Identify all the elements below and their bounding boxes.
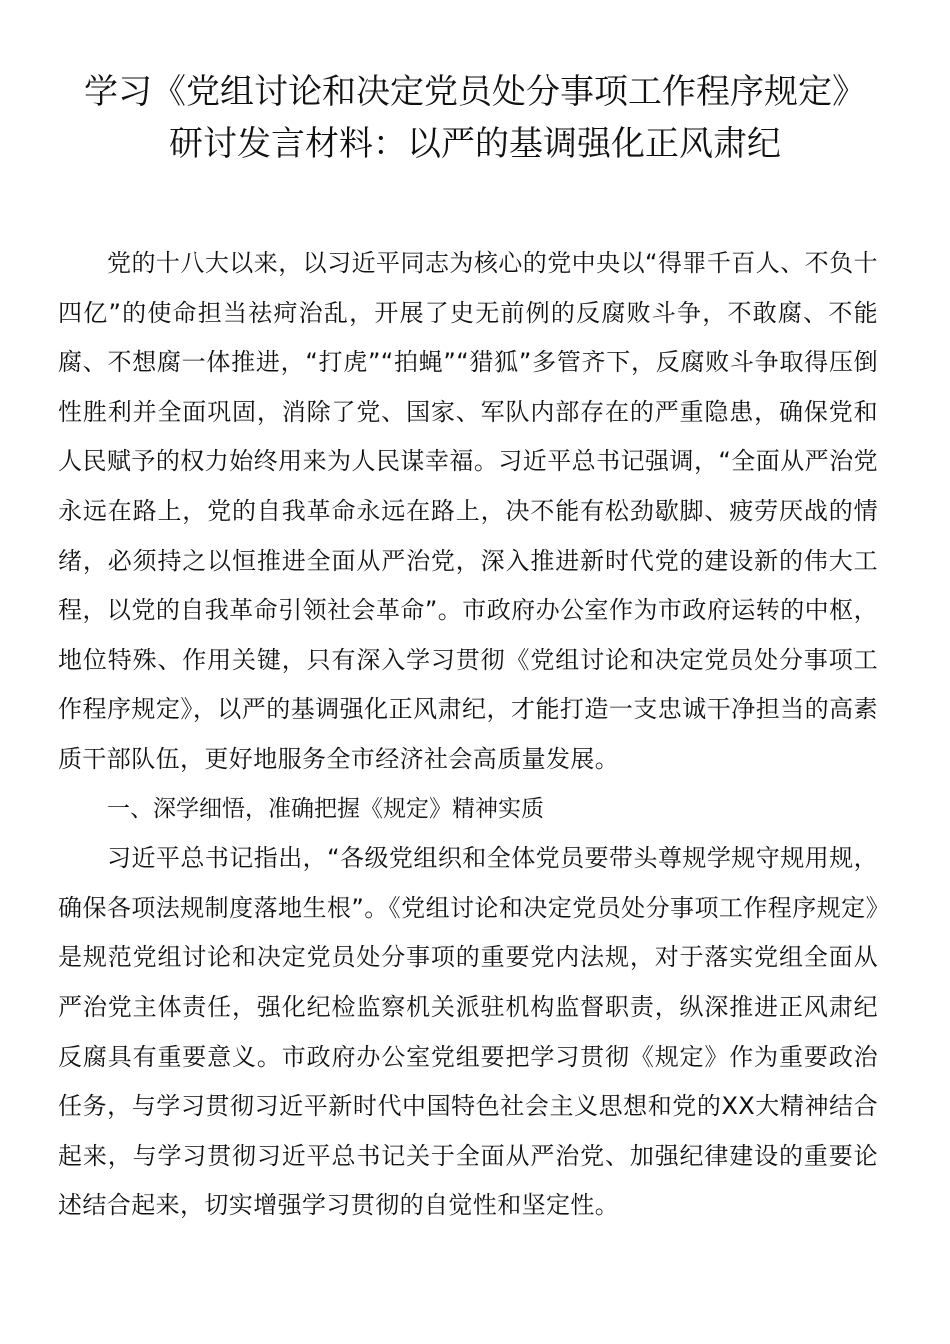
document-title [40,66,910,170]
section-heading-1: 一、深学细悟，准确把握《规定》精神实质 [107,795,544,822]
title-line-2: 研讨发言材料：以严的基调强化正风肃纪 [169,124,781,164]
paragraph-section-1: 习近平总书记指出，“各级党组织和全体党员要带头尊规学规守规用规，确保各项法规制度落地生根”。《党组讨论和决定党员处分事项工作程序规定》是规范党组讨论和决定党员处分事项的重要党内法规，对于落实党组全面从严治党主体责任，强化纪检监察机关派驻机构监督职责，纵深推进正风肃纪反腐具有重要意义。市政府办公室党组要把学习贯彻《规定》作为重要政治任务，与学习贯彻习近平新时代中国特色社会主义思想和党的XX大精神结合起来，与学习贯彻习近平总书记关于全面从严治党、加强纪律建设的重要论述结合起来，切实增强学习贯彻的自觉性和坚定性。 [58,844,878,1220]
paragraph-intro: 党的十八大以来，以习近平同志为核心的党中央以“得罪千百人、不负十四亿”的使命担当祛疴治乱，开展了史无前例的反腐败斗争，不敢腐、不能腐、不想腐一体推进，“打虎”“拍蝇”“猎狐”多管齐下，反腐败斗争取得压倒性胜利并全面巩固，消除了党、国家、军队内部存在的严重隐患，确保党和人民赋予的权力始终用来为人民谋幸福。习近平总书记强调，“全面从严治党永远在路上，党的自我革命永远在路上，决不能有松劲歇脚、疲劳厌战的情绪，必须持之以恒推进全面从严治党，深入推进新时代党的建设新的伟大工程，以党的自我革命引领社会革命”。市政府办公室作为市政府运转的中枢，地位特殊、作用关键，只有深入学习贯彻《党组讨论和决定党员处分事项工作程序规定》，以严的基调强化正风肃纪，才能打造一支忠诚干净担当的高素质干部队伍，更好地服务全市经济社会高质量发展。 [58,249,878,773]
document-body [58,239,878,1231]
title-line-1: 学习《党组讨论和决定党员处分事项工作程序规定》 [84,72,866,112]
